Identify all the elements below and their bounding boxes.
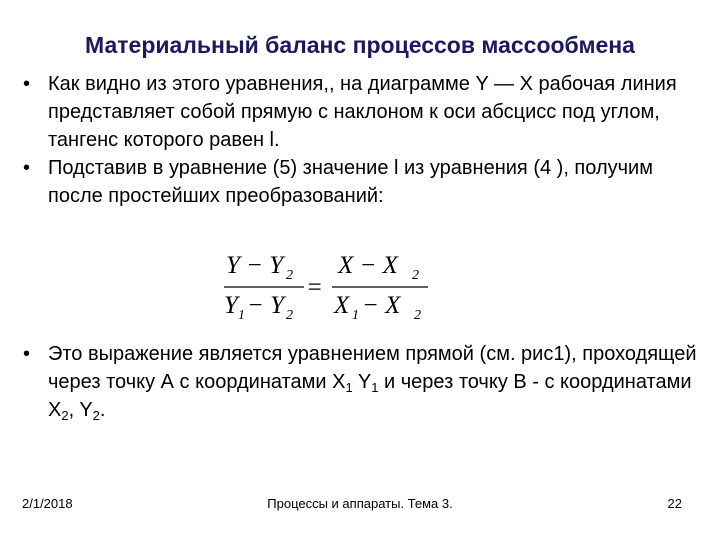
bullet-list-top	[20, 70, 700, 210]
bullet-dot-icon: •	[23, 157, 31, 179]
footer-page-number: 22	[667, 496, 682, 511]
subscript: 1	[371, 380, 379, 395]
bullet-text-part: Это выражение является уравнением прямой (см. рис1), проходящей через точку А с координатами X	[48, 343, 697, 393]
formula-rhs-denominator-b: − X	[362, 292, 401, 319]
bullet-item	[20, 340, 700, 424]
slide-title: Материальный баланс процессов массообмена	[85, 32, 635, 58]
subscript: 1	[345, 380, 353, 395]
subscript: 2	[61, 408, 69, 423]
formula-lhs-denominator-a-sub: 1	[238, 308, 245, 323]
formula-lhs-denominator-b: − Y	[247, 292, 285, 319]
bullet-text-part: Y	[352, 371, 372, 393]
subscript: 2	[92, 408, 100, 423]
formula-lhs-numerator: Y − Y	[226, 252, 284, 279]
bullet-item	[20, 70, 700, 154]
formula-lhs-denominator-a: Y	[224, 292, 238, 319]
bullet-text: Подставив в уравнение (5) значение l из уравнения (4 ), получим после простейших преобразований:	[48, 157, 653, 207]
footer-course-title: Процессы и аппараты. Тема 3.	[267, 496, 453, 511]
formula-rhs-numerator: X − X	[338, 252, 398, 279]
formula-lhs-denominator-b-sub: 2	[286, 308, 293, 323]
formula-rhs-denominator-b-sub: 2	[414, 308, 421, 323]
footer-date: 2/1/2018	[22, 496, 73, 511]
formula-rhs-denominator-a: X	[334, 292, 350, 319]
bullet-dot-icon: •	[23, 343, 31, 365]
formula-equals-sign: =	[306, 274, 323, 301]
bullet-item	[20, 154, 700, 210]
formula-equation	[220, 245, 440, 330]
bullet-text	[48, 343, 697, 421]
bullet-text-part: .	[99, 399, 106, 421]
bullet-text: Как видно из этого уравнения,, на диаграмме Y — X рабочая линия представляет собой прямую с наклоном к оси абсцисс под углом, тангенс которого равен l.	[48, 73, 677, 151]
bullet-dot-icon: •	[23, 73, 31, 95]
formula-lhs-numerator-sub: 2	[286, 268, 293, 283]
formula-rhs-denominator-a-sub: 1	[352, 308, 359, 323]
bullet-text-part: , Y	[68, 399, 93, 421]
bullet-list-bottom	[20, 340, 700, 424]
bullet-text-part: и через точку В - с координатами X	[48, 371, 692, 421]
formula-rhs-numerator-sub: 2	[412, 268, 419, 283]
